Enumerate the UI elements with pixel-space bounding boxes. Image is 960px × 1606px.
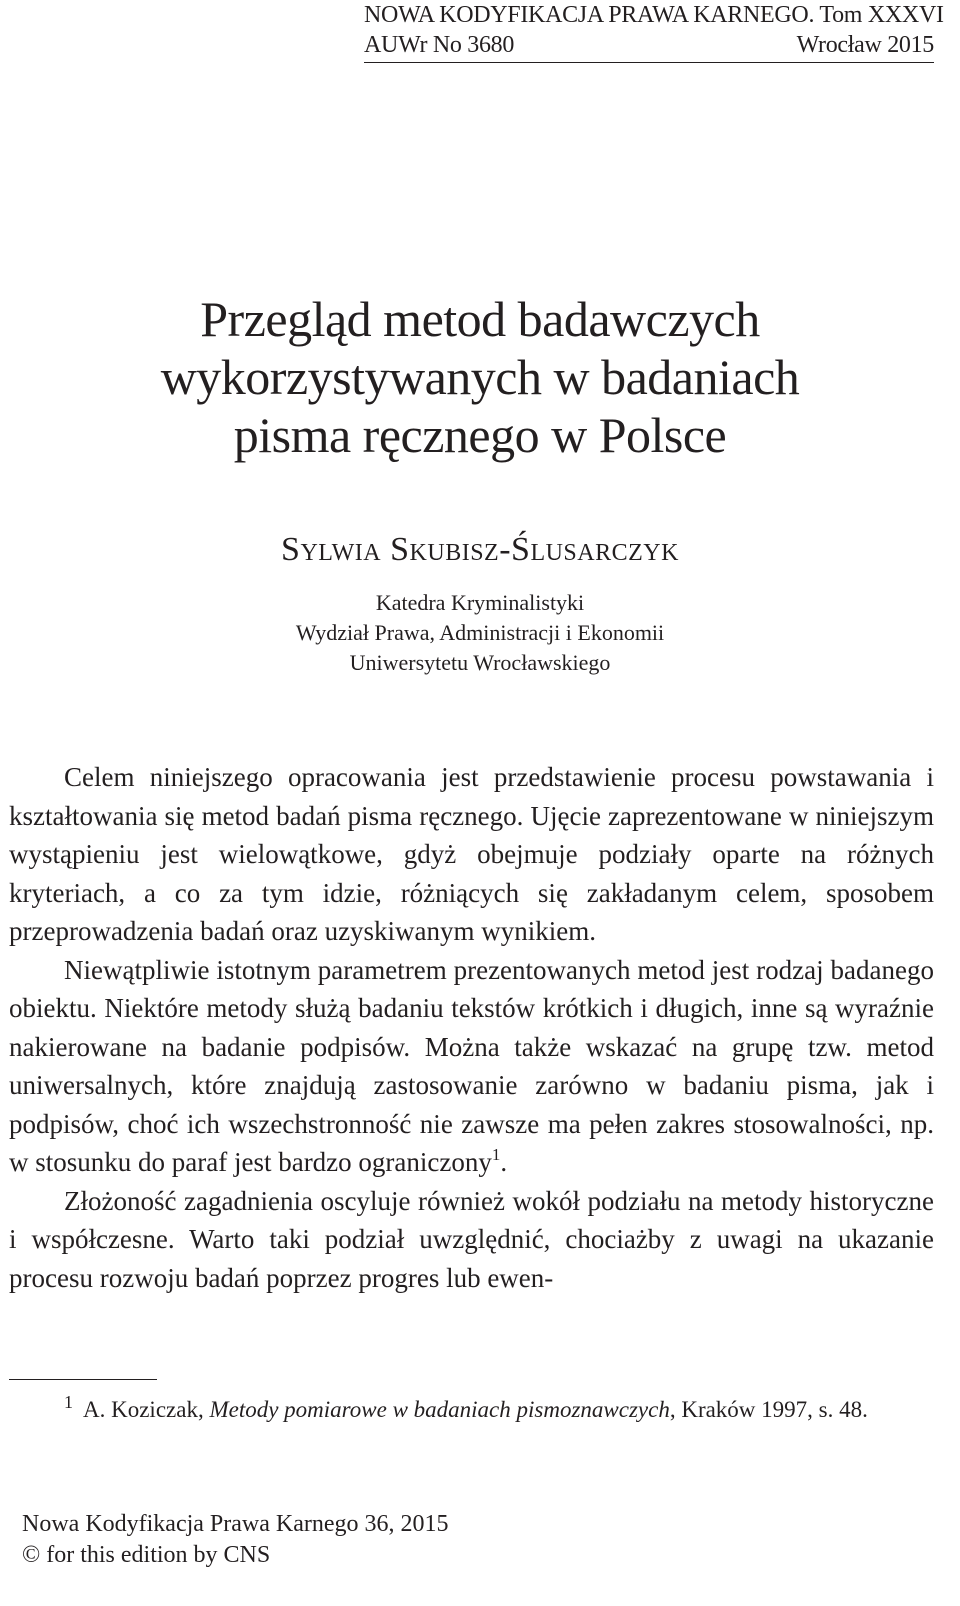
- imprint: [22, 1509, 449, 1571]
- paragraph-text: Niewątpliwie istotnym parametrem prezentowanych metod jest rodzaj badanego obiektu. Niektóre metody służą badaniu tekstów krótkich i długich, inne są wyraźnie nakierowane na badanie podpisów. Można także wskazać na grupę tzw. metod uniwersalnych, które znajdują zastosowanie zarówno w badaniu pisma, jak i podpisów, choć ich wszechstronność nie zawsze ma pełen zakres stosowalności, np. w stosunku do paraf jest bardzo ograniczony: [9, 954, 934, 1177]
- author-affiliation: [0, 588, 960, 678]
- place-year: Wrocław 2015: [796, 32, 934, 58]
- footnote-number: 1: [64, 1392, 73, 1412]
- title-line: Przegląd metod badawczych: [200, 291, 760, 347]
- affiliation-line: Katedra Kryminalistyki: [375, 590, 585, 615]
- footnote: [9, 1394, 934, 1426]
- imprint-copyright: © for this edition by CNS: [22, 1542, 271, 1568]
- affiliation-line: Uniwersytetu Wrocławskiego: [349, 650, 611, 675]
- journal-title: NOWA KODYFIKACJA PRAWA KARNEGO. Tom XXXVI: [364, 2, 944, 28]
- running-header-series-row: [364, 30, 934, 60]
- paragraph: Celem niniejszego opracowania jest przedstawienie procesu powstawania i kształtowania się metod badań pisma ręcznego. Ujęcie zaprezentowane w niniejszym wystąpieniu jest wielowątkowe, gdyż obejmuje podziały oparte na różnych kryteriach, a co za tym idzie, różniących się zakładanym celem, sposobem przeprowadzenia badań oraz uzyskiwanym wynikiem.: [9, 762, 934, 946]
- affiliation-line: Wydział Prawa, Administracji i Ekonomii: [295, 620, 665, 645]
- title-line: wykorzystywanych w badaniach: [160, 349, 800, 405]
- footnote-rule: [9, 1379, 157, 1380]
- footnote-reference[interactable]: 1: [491, 1145, 501, 1164]
- body-text: [9, 758, 934, 1297]
- imprint-journal: Nowa Kodyfikacja Prawa Karnego 36, 2015: [22, 1511, 449, 1537]
- paragraph: Złożoność zagadnienia oscyluje również wokół podziału na metody historyczne i współczesne. Warto taki podział uwzględnić, chociażby z uwagi na ukazanie procesu rozwoju badań poprzez progres lub ewen-: [9, 1185, 934, 1293]
- running-header-journal-row: [364, 0, 944, 30]
- title-line: pisma ręcznego w Polsce: [233, 407, 727, 463]
- footnote-details: , Kraków 1997, s. 48.: [669, 1397, 868, 1422]
- paragraph: [9, 951, 934, 1182]
- running-header: [364, 0, 944, 60]
- article-title: [0, 290, 960, 464]
- footnote-author: A. Koziczak,: [83, 1397, 204, 1422]
- paragraph-end: .: [500, 1147, 508, 1177]
- header-rule: [364, 62, 934, 63]
- series-number: AUWr No 3680: [364, 32, 515, 58]
- author-name: Sylwia Skubisz-Ślusarczyk: [281, 531, 679, 568]
- footnote-work-title: Metody pomiarowe w badaniach pismoznawczych: [209, 1397, 670, 1422]
